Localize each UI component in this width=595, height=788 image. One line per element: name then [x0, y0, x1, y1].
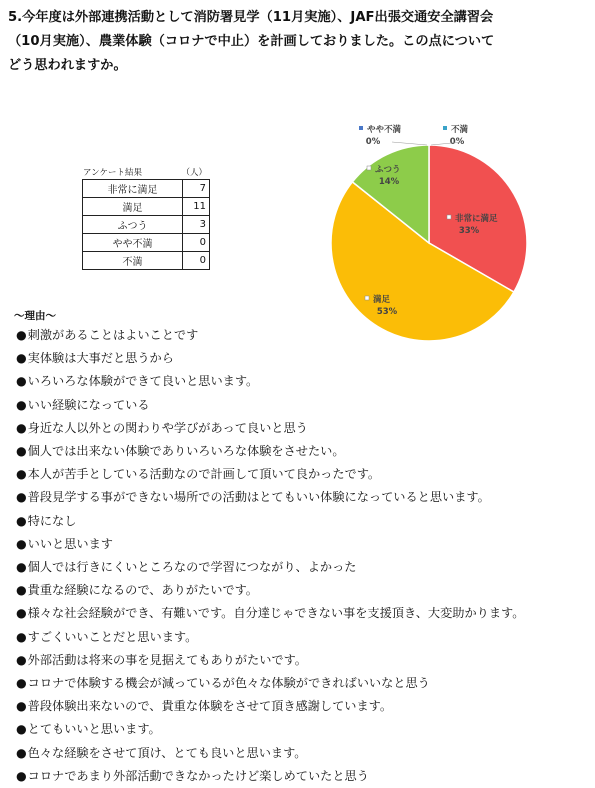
reasons-list: [16, 324, 591, 788]
legend-key-icon: [359, 126, 363, 130]
list-item: [16, 742, 591, 765]
reason-text: コロナで体験する機会が減っているが色々な体験ができればいいなと思う: [27, 676, 430, 691]
reason-text: 個人では出来ない体験でありいろいろな体験をさせたい。: [27, 444, 345, 459]
satisfaction-pie-chart: [0, 0, 595, 360]
table-cell-count: 7: [183, 180, 210, 198]
legend-key-icon: [365, 296, 369, 300]
table-cell-label: やや不満: [83, 234, 183, 252]
survey-unit: （人）: [181, 168, 207, 178]
bullet-icon: ●: [16, 536, 27, 551]
bullet-icon: ●: [16, 560, 27, 575]
bullet-icon: ●: [16, 328, 27, 342]
bullet-icon: ●: [16, 490, 27, 505]
reason-text: 身近な人以外との関わりや学びがあって良いと思う: [27, 420, 308, 435]
bullet-icon: ●: [16, 374, 27, 389]
list-item: [16, 324, 591, 347]
list-item: [16, 394, 591, 417]
pie-percent-label: 33%: [458, 226, 480, 236]
pie-percent-label: 14%: [378, 177, 400, 187]
reason-text: いいと思います: [27, 536, 113, 551]
list-item: [16, 556, 591, 579]
pie-percent-label: 0%: [365, 137, 381, 147]
survey-caption-text: アンケート結果: [83, 168, 142, 178]
reason-text: 特になし: [27, 513, 77, 528]
list-item: [16, 347, 591, 370]
table-cell-count: 0: [183, 234, 210, 252]
bullet-icon: ●: [16, 583, 27, 598]
list-item: [16, 533, 591, 556]
reason-text: コロナであまり外部活動できなかったけど楽しめていたと思う: [27, 768, 369, 783]
list-item: [16, 579, 591, 602]
pie-slice-label: 不満: [451, 125, 469, 135]
bullet-icon: ●: [16, 722, 27, 737]
table-cell-label: 不満: [83, 252, 183, 270]
bullet-icon: ●: [16, 676, 27, 691]
reason-text: とてもいいと思います。: [27, 722, 161, 737]
bullet-icon: ●: [16, 397, 27, 412]
reason-text: 色々な経験をさせて頂け、とても良いと思います。: [27, 745, 307, 760]
reason-text: 刺激があることはよいことです: [27, 328, 199, 342]
bullet-icon: ●: [16, 467, 27, 482]
table-cell-count: 11: [183, 198, 210, 216]
list-item: [16, 510, 591, 533]
pie-slice-label: 非常に満足: [455, 214, 498, 224]
table-cell-label: ふつう: [83, 216, 183, 234]
bullet-icon: ●: [16, 444, 27, 459]
list-item: [16, 672, 591, 695]
list-item: [16, 370, 591, 393]
reason-text: いろいろな体験ができて良いと思います。: [27, 374, 259, 389]
question-line-2: （10月実施）、農業体験（コロナで中止）を計画しておりました。この点について: [8, 34, 495, 49]
reason-text: 普段体験出来ないので、貴重な体験をさせて頂き感謝しています。: [27, 699, 393, 714]
table-cell-label: 非常に満足: [83, 180, 183, 198]
list-item: [16, 626, 591, 649]
list-item: [16, 417, 591, 440]
reason-text: 貴重な経験になるので、ありがたいです。: [27, 583, 258, 598]
reason-text: 様々な社会経験ができ、有難いです。自分達じゃできない事を支援頂き、大変助かります。: [27, 606, 525, 621]
reason-text: すごくいいことだと思います。: [27, 629, 198, 644]
bullet-icon: ●: [16, 513, 27, 528]
pie-slice-label: 満足: [373, 295, 391, 305]
list-item: [16, 440, 591, 463]
table-cell-count: 0: [183, 252, 210, 270]
question-line-1: 5.今年度は外部連携活動として消防署見学（11月実施）、JAF出張交通安全講習会: [8, 10, 494, 25]
pie-slice-label: ふつう: [375, 165, 401, 175]
table-cell-count: 3: [183, 216, 210, 234]
reason-text: 外部活動は将来の事を見据えてもありがたいです。: [27, 652, 307, 667]
legend-key-icon: [443, 126, 447, 130]
pie-percent-label: 0%: [449, 137, 465, 147]
bullet-icon: ●: [16, 629, 27, 644]
reason-text: 個人では行きにくいところなので学習につながり、よかった: [27, 560, 357, 575]
list-item: [16, 486, 591, 509]
bullet-icon: ●: [16, 699, 27, 714]
bullet-icon: ●: [16, 745, 27, 760]
pie-slices: [331, 145, 527, 341]
reasons-heading: 〜理由〜: [14, 310, 56, 322]
bullet-icon: ●: [16, 606, 27, 621]
list-item: [16, 695, 591, 718]
reason-text: 本人が苦手としている活動なので計画して頂いて良かったです。: [27, 467, 381, 482]
table-cell-label: 満足: [83, 198, 183, 216]
leader-line: [392, 142, 427, 145]
list-item: [16, 463, 591, 486]
bullet-icon: ●: [16, 420, 27, 435]
bullet-icon: ●: [16, 768, 27, 783]
reason-text: 実体験は大事だと思うから: [27, 351, 174, 366]
list-item: [16, 602, 591, 625]
pie-slice-label: やや不満: [367, 125, 402, 135]
legend-key-icon: [367, 166, 371, 170]
legend-key-icon: [447, 215, 451, 219]
question-line-3: どう思われますか。: [8, 58, 127, 73]
bullet-icon: ●: [16, 652, 27, 667]
bullet-icon: ●: [16, 351, 27, 366]
list-item: [16, 718, 591, 741]
pie-percent-label: 53%: [376, 307, 398, 317]
reason-text: 普段見学する事ができない場所での活動はとてもいい体験になっていると思います。: [27, 490, 490, 505]
list-item: [16, 649, 591, 672]
reason-text: いい経験になっている: [27, 397, 150, 412]
